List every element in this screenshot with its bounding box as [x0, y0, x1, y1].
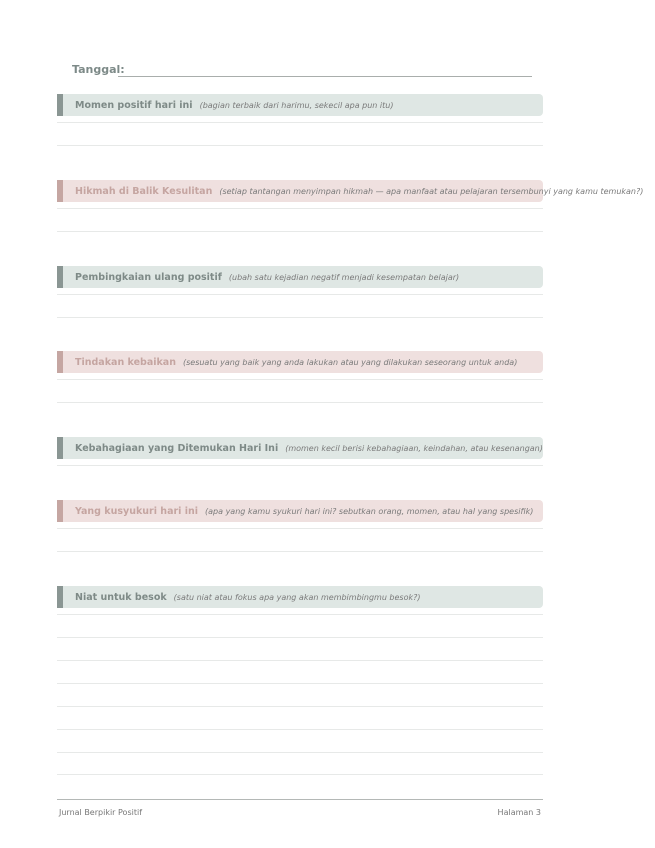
page-number: Halaman 3	[497, 808, 541, 817]
write-line[interactable]	[57, 317, 543, 318]
write-line[interactable]	[57, 614, 543, 615]
section-header	[57, 94, 543, 116]
footer-divider	[57, 799, 543, 800]
section-header	[57, 180, 644, 202]
section-hint: (sesuatu yang baik yang anda lakukan atau yang dilakukan seseorang untuk anda)	[182, 357, 518, 367]
section-hint: (bagian terbaik dari harimu, sekecil apa pun itu)	[199, 100, 394, 110]
section-kebahagiaan	[57, 437, 543, 459]
section-hint: (apa yang kamu syukuri hari ini? sebutkan orang, momen, atau hal yang spesifik)	[205, 506, 534, 516]
date-write-line[interactable]	[118, 76, 532, 77]
section-niat-besok	[57, 586, 543, 608]
footer-title: Jurnal Berpikir Positif	[59, 808, 143, 817]
write-line[interactable]	[57, 637, 543, 638]
write-line[interactable]	[57, 122, 543, 123]
write-line[interactable]	[57, 752, 543, 753]
write-line[interactable]	[57, 774, 543, 775]
section-hint: (ubah satu kejadian negatif menjadi kesempatan belajar)	[228, 272, 460, 282]
section-title: Kebahagiaan yang Ditemukan Hari Ini	[75, 442, 279, 454]
section-hint: (satu niat atau fokus apa yang akan membimbingmu besok?)	[173, 592, 421, 602]
section-accent	[57, 94, 63, 116]
section-accent	[57, 437, 63, 459]
section-accent	[57, 500, 63, 522]
section-header	[57, 266, 543, 288]
write-line[interactable]	[57, 706, 543, 707]
section-title: Momen positif hari ini	[75, 99, 193, 111]
write-line[interactable]	[57, 465, 543, 466]
section-header	[57, 500, 543, 522]
section-accent	[57, 180, 63, 202]
section-accent	[57, 586, 63, 608]
section-accent	[57, 266, 63, 288]
write-line[interactable]	[57, 379, 543, 380]
write-line[interactable]	[57, 683, 543, 684]
section-syukur	[57, 500, 543, 522]
section-hikmah	[57, 180, 644, 202]
write-line[interactable]	[57, 145, 543, 146]
date-row	[72, 63, 532, 79]
section-hint: (momen kecil berisi kebahagiaan, keindahan, atau kesenangan)	[285, 443, 543, 453]
section-header	[57, 351, 543, 373]
section-header	[57, 437, 543, 459]
section-momen-positif	[57, 94, 543, 116]
write-line[interactable]	[57, 294, 543, 295]
section-title: Pembingkaian ulang positif	[75, 271, 222, 283]
write-line[interactable]	[57, 729, 543, 730]
write-line[interactable]	[57, 208, 543, 209]
section-accent	[57, 351, 63, 373]
date-label: Tanggal:	[72, 63, 125, 76]
write-line[interactable]	[57, 551, 543, 552]
section-title: Hikmah di Balik Kesulitan	[75, 185, 213, 197]
section-tindakan-kebaikan	[57, 351, 543, 373]
write-line[interactable]	[57, 402, 543, 403]
write-line[interactable]	[57, 528, 543, 529]
section-title: Yang kusyukuri hari ini	[75, 505, 199, 517]
section-title: Niat untuk besok	[75, 591, 167, 603]
section-hint: (setiap tantangan menyimpan hikmah — apa manfaat atau pelajaran tersembunyi yang kamu temukan?)	[219, 186, 644, 196]
section-pembingkaian	[57, 266, 543, 288]
write-line[interactable]	[57, 660, 543, 661]
section-header	[57, 586, 543, 608]
write-line[interactable]	[57, 231, 543, 232]
section-title: Tindakan kebaikan	[75, 356, 176, 368]
